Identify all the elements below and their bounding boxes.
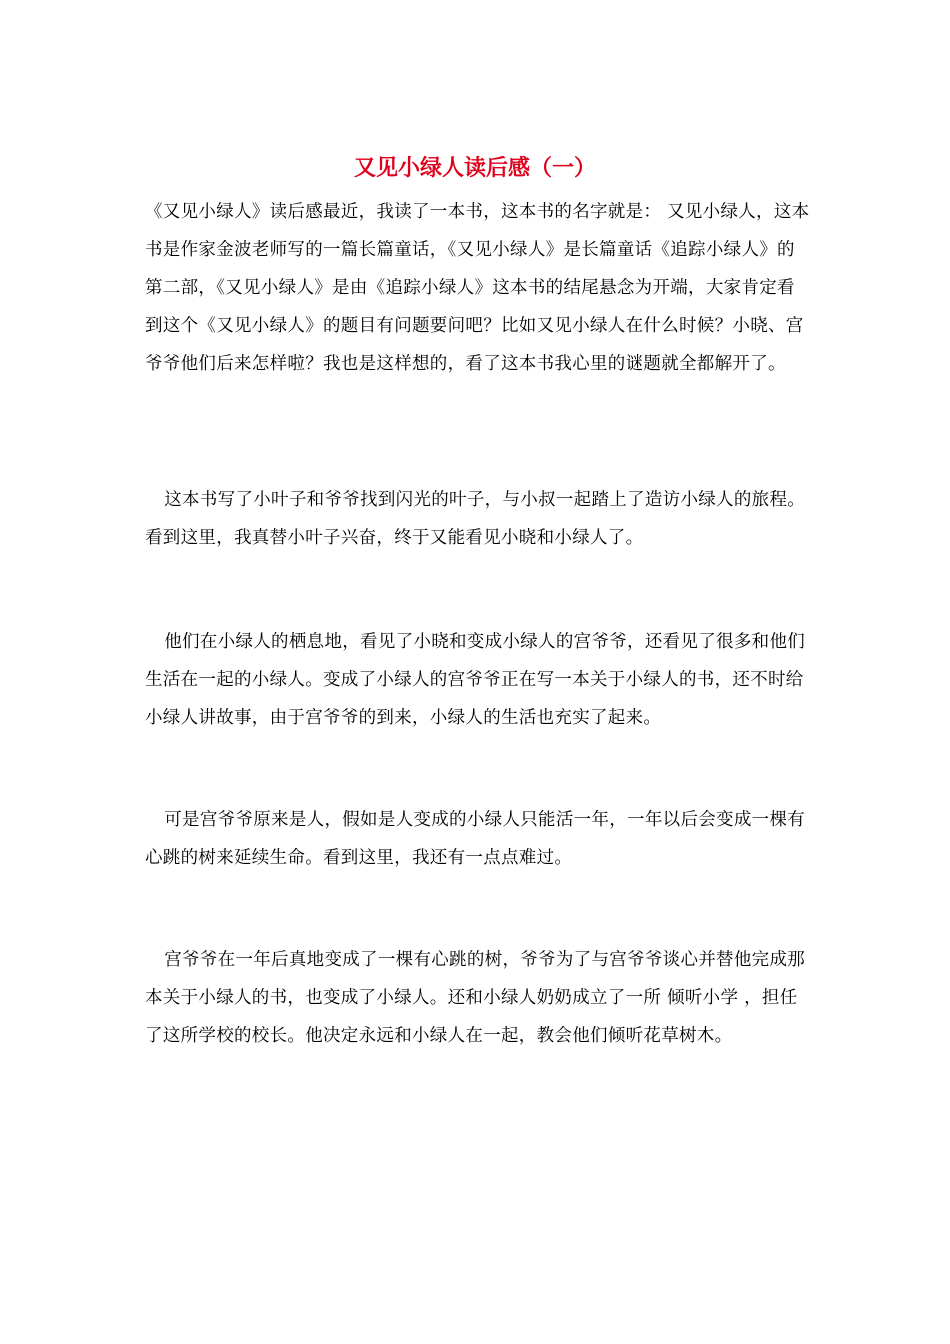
paragraph-2: 这本书写了小叶子和爷爷找到闪光的叶子，与小叔一起踏上了造访小绿人的旅程。看到这里，我真替小叶子兴奋，终于又能看见小晓和小绿人了。	[145, 490, 806, 548]
paragraph-1: 《又见小绿人》读后感最近，我读了一本书，这本书的名字就是： 又见小绿人，这本书是作家金波老师写的一篇长篇童话，《又见小绿人》是长篇童话《追踪小绿人》的第二部，《又见小绿人》是由《追踪小绿人》这本书的结尾悬念为开端，大家肯定看到这个《又见小绿人》的题目有问题要问吧？比如又见小绿人在什么时候？小晓、宫爷爷他们后来怎样啦？我也是这样想的，看了这本书我心里的谜题就全都解开了。	[145, 202, 810, 374]
paragraph-3: 他们在小绿人的栖息地，看见了小晓和变成小绿人的宫爷爷，还看见了很多和他们生活在一起的小绿人。变成了小绿人的宫爷爷正在写一本关于小绿人的书，还不时给小绿人讲故事，由于宫爷爷的到来，小绿人的生活也充实了起来。	[145, 632, 806, 728]
paragraph-5: 宫爷爷在一年后真地变成了一棵有心跳的树，爷爷为了与宫爷爷谈心并替他完成那本关于小绿人的书，也变成了小绿人。还和小绿人奶奶成立了一所 倾听小学 ，担任了这所学校的校长。他决定永远和小绿人在一起，教会他们倾听花草树木。	[145, 950, 806, 1046]
document-title: 又见小绿人读后感（一）	[353, 155, 596, 181]
paragraph-4: 可是宫爷爷原来是人，假如是人变成的小绿人只能活一年，一年以后会变成一棵有心跳的树来延续生命。看到这里，我还有一点点难过。	[145, 810, 806, 868]
